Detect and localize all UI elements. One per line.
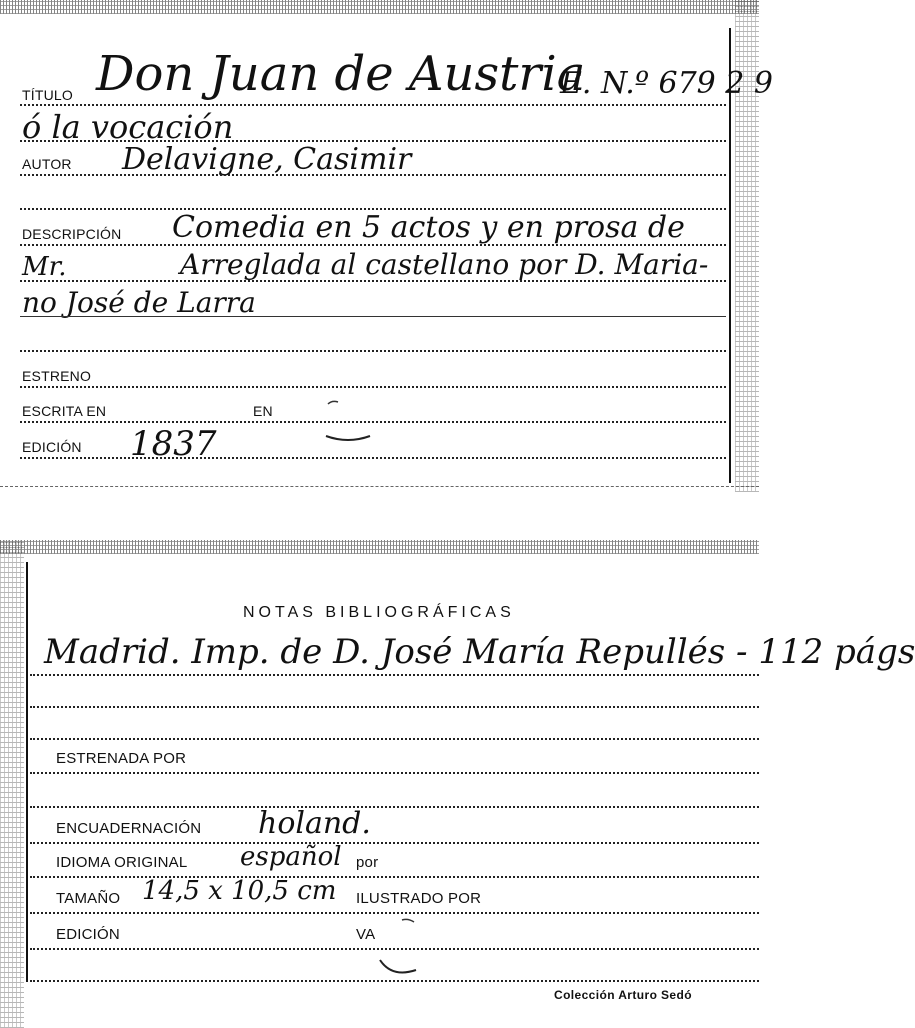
label-edicion-top: EDICIÓN (22, 439, 82, 455)
handwritten-encuadernacion: holand. (258, 806, 371, 841)
scan-noise-left (0, 540, 24, 1028)
label-en: EN (253, 403, 273, 419)
heading-notas-bibliograficas: NOTAS BIBLIOGRÁFICAS (243, 604, 515, 621)
rule-estreno (20, 386, 726, 388)
handwritten-notas: Madrid. Imp. de D. José María Repullés - 112 págs (44, 632, 915, 672)
label-tamano: TAMAÑO (56, 890, 121, 907)
scan-noise-top (0, 0, 759, 14)
handwritten-edicion: 1837 (130, 424, 217, 464)
rule-blank-2 (20, 350, 726, 352)
label-titulo: TÍTULO (22, 87, 73, 103)
rule-notas-1 (30, 674, 759, 676)
label-va: VA (356, 926, 376, 943)
stamp-mark-2 (372, 916, 442, 980)
rule-notas-3 (30, 738, 759, 740)
card-border-left (26, 562, 28, 982)
rule-encuadernacion (30, 842, 759, 844)
handwritten-autor: Delavigne, Casimir (122, 142, 412, 177)
rule-estrenada (30, 772, 759, 774)
rule-titulo (20, 104, 726, 106)
label-ilustrado-por: ILUSTRADO POR (356, 890, 482, 907)
bottom-catalog-card (0, 540, 915, 1028)
label-por: por (356, 854, 379, 871)
label-encuadernacion: ENCUADERNACIÓN (56, 820, 202, 837)
rule-idioma (30, 876, 759, 878)
handwritten-idioma: español (240, 842, 342, 872)
label-edicion-bottom: EDICIÓN (56, 926, 120, 943)
label-estrenada-por: ESTRENADA POR (56, 750, 187, 767)
label-idioma-original: IDIOMA ORIGINAL (56, 854, 188, 871)
rule-autor (20, 174, 726, 176)
rule-edicion (20, 457, 726, 459)
handwritten-descripcion-line2: Arreglada al castellano por D. Maria- (180, 248, 709, 281)
handwritten-descripcion-line1: Comedia en 5 actos y en prosa de (172, 210, 685, 245)
handwritten-tamano: 14,5 x 10,5 cm (142, 876, 337, 906)
label-descripcion: DESCRIPCIÓN (22, 226, 122, 242)
rule-descripcion-1 (20, 244, 726, 246)
handwritten-descripcion-prefix: Mr. (22, 252, 67, 282)
stamp-mark (318, 396, 388, 444)
rule-notas-2 (30, 706, 759, 708)
label-estreno: ESTRENO (22, 368, 92, 384)
rule-descripcion-3 (20, 316, 726, 317)
label-escrita-en: ESCRITA EN (22, 403, 107, 419)
label-autor: AUTOR (22, 156, 72, 172)
handwritten-registro: E. N.º 679 2 9 (560, 66, 773, 101)
handwritten-descripcion-line3: no José de Larra (22, 286, 256, 319)
handwritten-titulo-line2: ó la vocación (22, 108, 234, 146)
collection-credit: Colección Arturo Sedó (554, 988, 692, 1002)
scan-noise-top-2 (0, 540, 759, 554)
top-catalog-card (0, 0, 773, 492)
rule-tamano (30, 912, 759, 914)
handwritten-titulo-line1: Don Juan de Austria (96, 46, 586, 102)
card-bottom-edge (0, 486, 759, 487)
rule-descripcion-2 (20, 280, 726, 282)
rule-blank-3 (30, 806, 759, 808)
rule-footer (30, 980, 759, 982)
